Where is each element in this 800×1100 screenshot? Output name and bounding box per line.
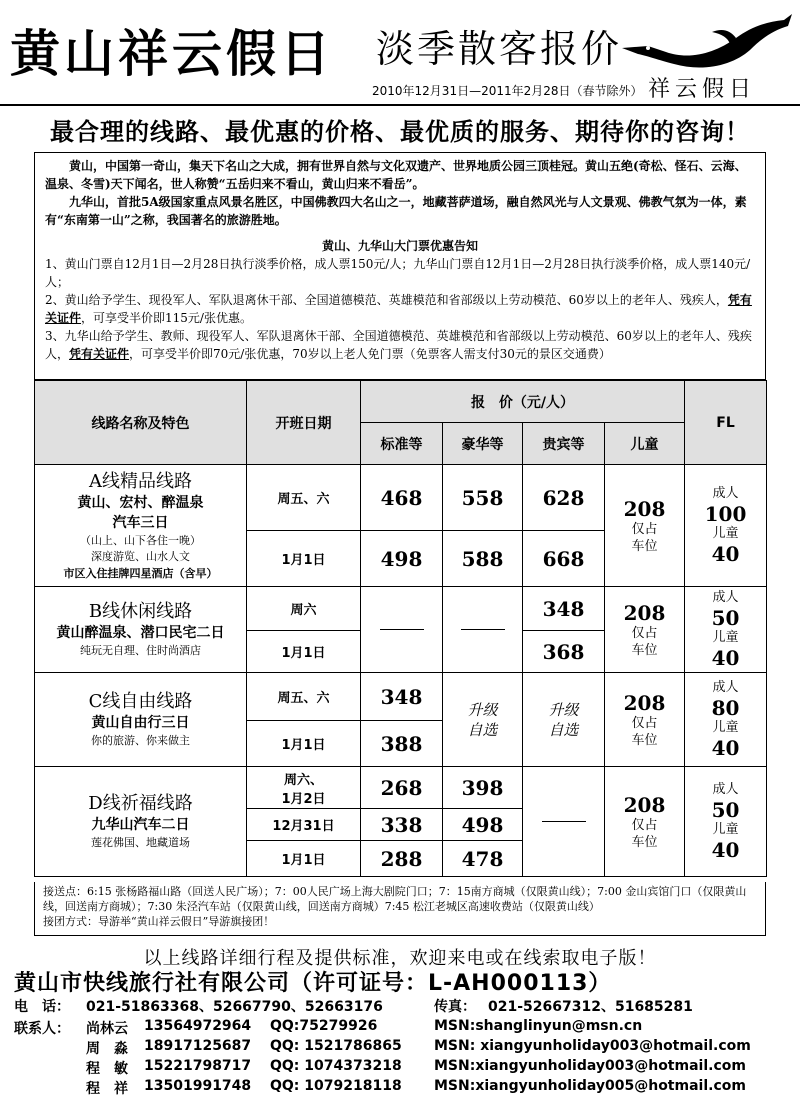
col-fl: FL (685, 381, 767, 465)
flyer-subtitle: 淡季散客报价 (376, 27, 623, 71)
col-luxury: 豪华等 (443, 423, 523, 465)
price-table (34, 380, 767, 877)
route-c-cell: C线自由线路 黄山自由行三日 你的旅游、你来做主 (35, 673, 247, 767)
intro-box (34, 152, 766, 380)
pickup-info (34, 882, 766, 936)
notice-title: 黄山、九华山大门票优惠告知 (321, 239, 478, 253)
table-row: 1月1日 288 478 (35, 841, 767, 877)
route-a-cell: A线精品线路 黄山、宏村、醉温泉 汽车三日 （山上、山下各住一晚） 深度游览、山水人文 市区入住挂牌四星酒店（含早） (35, 465, 247, 587)
crane-logo-icon (618, 8, 794, 74)
table-row: 1月1日 368 (35, 631, 767, 673)
table-row: D线祈福线路 九华山汽车二日 莲花佛国、地藏道场 周六、 1月2日 268 398 208 仅占 车位 成人 50 儿童 40 (35, 767, 767, 809)
validity-dates: 2010年12月31日—2011年2月28日（春节除外） (372, 84, 643, 98)
notice-list (45, 255, 755, 363)
header (0, 0, 800, 106)
col-price: 报 价（元/人） (361, 381, 685, 423)
itinerary-note: 以上线路详细行程及提供标准，欢迎来电或在线索取电子版！ (143, 948, 657, 969)
logo-text: 祥云假日 (648, 77, 757, 102)
pickup-points: 接送点：6:15 张杨路福山路（回送人民广场）；7：00人民广场上海大剧院门口；7：15南方商城（仅限黄山线）；7:00 金山宾馆门口（仅限黄山线，回送南方商城）；7:30 朱泾汽车站（仅限黄山线，回送南方商城）7:45 松江老城区高速收费站（仅限黄山线） (43, 885, 747, 913)
list-item: 周 淼 18917125687 QQ: 1521786865 MSN: xiangyunholiday003@hotmail.com (86, 1038, 751, 1057)
list-item: 程 敏 15221798717 QQ: 1074373218 MSN:xiangyunholiday003@hotmail.com (86, 1058, 746, 1077)
table-row: 1月1日 498 588 668 (35, 531, 767, 587)
col-vip: 贵宾等 (523, 423, 605, 465)
list-item: 程 祥 13501991748 QQ: 1079218118 MSN:xiangyunholiday005@hotmail.com (86, 1078, 746, 1097)
table-row: A线精品线路 黄山、宏村、醉温泉 汽车三日 （山上、山下各住一晚） 深度游览、山水人文 市区入住挂牌四星酒店（含早） 周五、六 468 558 628 208 仅占 车位 成人 100 儿童 40 (35, 465, 767, 531)
notice-item: 3、九华山给予学生、教师、现役军人、军队退离休干部、全国道德模范、英雄模范和省部级以上劳动模范、60岁以上的老年人、残疾人，凭有关证件，可享受半价即70元/张优惠，70岁以上老人免门票（免票客人需支付30元的景区交通费） (45, 329, 752, 361)
col-standard: 标准等 (361, 423, 443, 465)
table-row: B线休闲线路 黄山醉温泉、潜口民宅二日 纯玩无自理、住时尚酒店 周六 348 208 仅占 车位 成人 50 儿童 40 (35, 587, 767, 631)
list-item: 联系人： 尚林云 13564972964 QQ:75279926 MSN:shanglinyun@msn.cn (14, 1018, 643, 1037)
table-row: 12月31日 338 498 (35, 809, 767, 841)
table-row: C线自由线路 黄山自由行三日 你的旅游、你来做主 周五、六 348 升级 自选 升级 自选 208 仅占 车位 成人 80 儿童 40 (35, 673, 767, 721)
tel-row: 电 话： 021-51863368、52667790、52663176 传真： 021-52667312、51685281 (14, 999, 693, 1015)
notice-item: 2、黄山给予学生、现役军人、军队退离休干部、全国道德模范、英雄模范和省部级以上劳动模范、60岁以上的老年人、残疾人，凭有关证件，可享受半价即115元/张优惠。 (45, 293, 752, 325)
route-b-cell: B线休闲线路 黄山醉温泉、潜口民宅二日 纯玩无自理、住时尚酒店 (35, 587, 247, 673)
notice-item: 1、黄山门票自12月1日—2月28日执行淡季价格，成人票150元/人；九华山门票自12月1日—2月28日执行淡季价格，成人票140元/人； (45, 257, 751, 289)
intro-jiuhuashan: 九华山，首批5A级国家重点风景名胜区，中国佛教四大名山之一，地藏菩萨道场，融自然风光与人文景观、佛教气氛为一体，素有“东南第一山”之称，我国著名的旅游胜地。 (45, 195, 747, 227)
slogan: 最合理的线路、最优惠的价格、最优质的服务、期待你的咨询！ (50, 117, 750, 146)
company-name: 黄山市快线旅行社有限公司（许可证号：L-AH000113） (14, 971, 612, 996)
brand-title: 黄山祥云假日 (10, 24, 334, 83)
col-route: 线路名称及特色 (35, 381, 247, 465)
route-d-cell: D线祈福线路 九华山汽车二日 莲花佛国、地藏道场 (35, 767, 247, 877)
table-row: 1月1日 388 (35, 721, 767, 767)
intro-huangshan: 黄山，中国第一奇山，集天下名山之大成，拥有世界自然与文化双遗产、世界地质公园三顶桂冠。黄山五绝(奇松、怪石、云海、温泉、冬雪)天下闻名，世人称赞“五岳归来不看山，黄山归来不看岳”。 (45, 159, 747, 191)
col-date: 开班日期 (247, 381, 361, 465)
col-child: 儿童 (605, 423, 685, 465)
pickup-method: 接团方式：导游举“黄山祥云假日”导游旗接团！ (43, 915, 275, 928)
